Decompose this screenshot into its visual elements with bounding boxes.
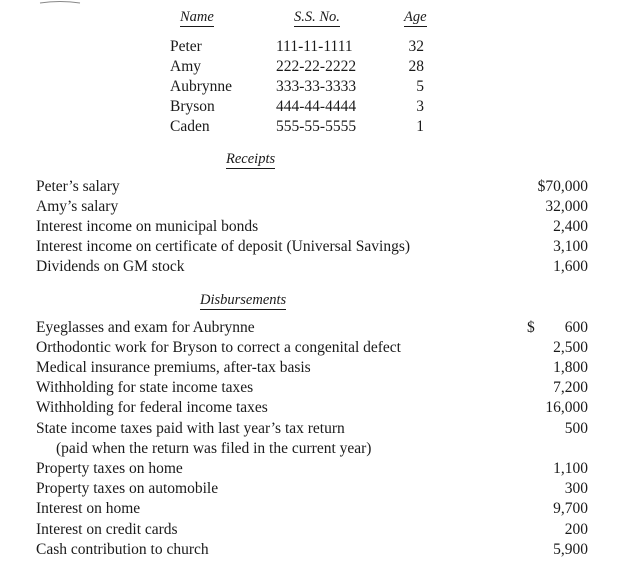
person-age: 32	[408, 38, 424, 55]
receipt-amount: $70,000	[537, 178, 588, 195]
receipt-amount: 3,100	[553, 238, 588, 255]
receipt-label: Interest income on certificate of deposit (Universal Savings)	[36, 238, 411, 255]
person-name: Bryson	[170, 98, 215, 115]
person-name: Amy	[170, 58, 201, 75]
receipt-amount: 32,000	[545, 198, 588, 215]
currency-symbol: $	[527, 319, 535, 336]
person-ssn: 111-11-1111	[276, 38, 353, 55]
person-name: Aubrynne	[170, 78, 232, 95]
name-column-header: Name	[180, 9, 214, 25]
receipt-label: Dividends on GM stock	[36, 258, 185, 275]
disbursement-label: Interest on credit cards	[36, 521, 178, 538]
disbursement-amount: 200	[564, 521, 588, 538]
disbursement-amount: 2,500	[553, 339, 588, 356]
disbursement-label: Withholding for federal income taxes	[36, 399, 268, 416]
disbursement-label: Withholding for state income taxes	[36, 379, 254, 396]
receipt-label: Peter’s salary	[36, 178, 120, 195]
person-age: 1	[416, 118, 424, 135]
disbursement-amount: 1,100	[553, 460, 588, 477]
disbursement-amount: 500	[564, 420, 588, 437]
disbursement-label: Eyeglasses and exam for Aubrynne	[36, 319, 255, 336]
person-name: Caden	[170, 118, 210, 135]
person-ssn: 555-55-5555	[276, 118, 357, 135]
person-ssn: 444-44-4444	[276, 98, 357, 115]
disbursement-label: Orthodontic work for Bryson to correct a congenital defect	[36, 339, 401, 356]
disbursements-heading: Disbursements	[200, 292, 287, 308]
receipts-heading: Receipts	[226, 151, 276, 167]
person-name: Peter	[170, 38, 202, 55]
person-ssn: 222-22-2222	[276, 58, 357, 75]
disbursement-amount: 1,800	[553, 359, 588, 376]
disbursement-amount: 7,200	[553, 379, 588, 396]
person-age: 28	[408, 58, 424, 75]
disbursement-label: Interest on home	[36, 500, 141, 517]
receipt-amount: 1,600	[553, 258, 588, 275]
disbursement-label: Property taxes on home	[36, 460, 183, 477]
person-ssn: 333-33-3333	[276, 78, 357, 95]
disbursement-label: Property taxes on automobile	[36, 480, 219, 497]
ssn-column-header: S.S. No.	[294, 9, 340, 25]
disbursement-amount: 5,900	[553, 541, 588, 558]
disbursement-amount: 600	[564, 319, 588, 336]
person-age: 3	[416, 98, 424, 115]
disbursement-amount: 16,000	[545, 399, 588, 416]
disbursement-label: State income taxes paid with last year’s tax return	[36, 420, 345, 437]
disbursement-label-continuation: (paid when the return was filed in the current year)	[56, 440, 372, 457]
receipt-label: Interest income on municipal bonds	[36, 218, 259, 235]
disbursement-label: Cash contribution to church	[36, 541, 209, 558]
age-column-header: Age	[404, 9, 427, 25]
disbursement-amount: 300	[564, 480, 588, 497]
disbursement-amount: 9,700	[553, 500, 588, 517]
person-age: 5	[416, 78, 424, 95]
disbursement-label: Medical insurance premiums, after-tax basis	[36, 359, 311, 376]
top-edge-fragment	[0, 0, 630, 4]
receipt-amount: 2,400	[553, 218, 588, 235]
receipt-label: Amy’s salary	[36, 198, 119, 215]
